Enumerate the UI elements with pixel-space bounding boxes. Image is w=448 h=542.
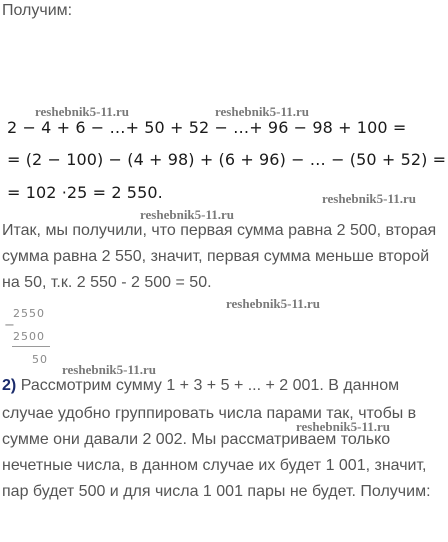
part-number: 2): [2, 377, 17, 394]
part2-line: пар будет 500 и для числа 1 001 пары не будет. Получим:: [2, 483, 431, 500]
conclusion-line: сумма равна 2 550, значит, первая сумма меньше второй: [2, 248, 430, 265]
part2-line: нечетные числа, в данном случае их будет 1 001, значит,: [2, 457, 427, 474]
intro-text: Получим:: [2, 2, 73, 19]
difference: 50: [32, 353, 48, 366]
conclusion-line: на 50, т.к. 2 550 - 2 500 = 50.: [2, 274, 212, 291]
minus-sign: −: [4, 318, 16, 333]
equation-line: = (2 − 100) − (4 + 98) + (6 + 96) − … − (50 + 52) =: [7, 150, 447, 169]
watermark: reshebnik5-11.ru: [140, 207, 235, 222]
equation-line: = 102 ·25 = 2 550.: [7, 183, 163, 202]
subtraction-rule: [12, 346, 50, 347]
part2-line: [2, 377, 399, 395]
minuend: 2550: [13, 307, 45, 320]
watermark: reshebnik5-11.ru: [322, 191, 417, 206]
watermark: reshebnik5-11.ru: [226, 296, 321, 311]
subtrahend: 2500: [13, 330, 45, 343]
watermark: reshebnik5-11.ru: [35, 104, 130, 119]
watermark: reshebnik5-11.ru: [215, 104, 310, 119]
part2-line: сумме они давали 2 002. Мы рассматриваем только: [2, 431, 391, 448]
watermark: reshebnik5-11.ru: [296, 419, 391, 434]
watermark: reshebnik5-11.ru: [62, 362, 157, 377]
conclusion-line: Итак, мы получили, что первая сумма равна 2 500, вторая: [2, 222, 437, 239]
part2-line-text: Рассмотрим сумму 1 + 3 + 5 + ... + 2 001. В данном: [20, 377, 400, 394]
part2-line: случае удобно группировать числа парами так, чтобы в: [2, 405, 417, 422]
equation-line: 2 − 4 + 6 − …+ 50 + 52 − …+ 96 − 98 + 100 =: [7, 118, 407, 137]
